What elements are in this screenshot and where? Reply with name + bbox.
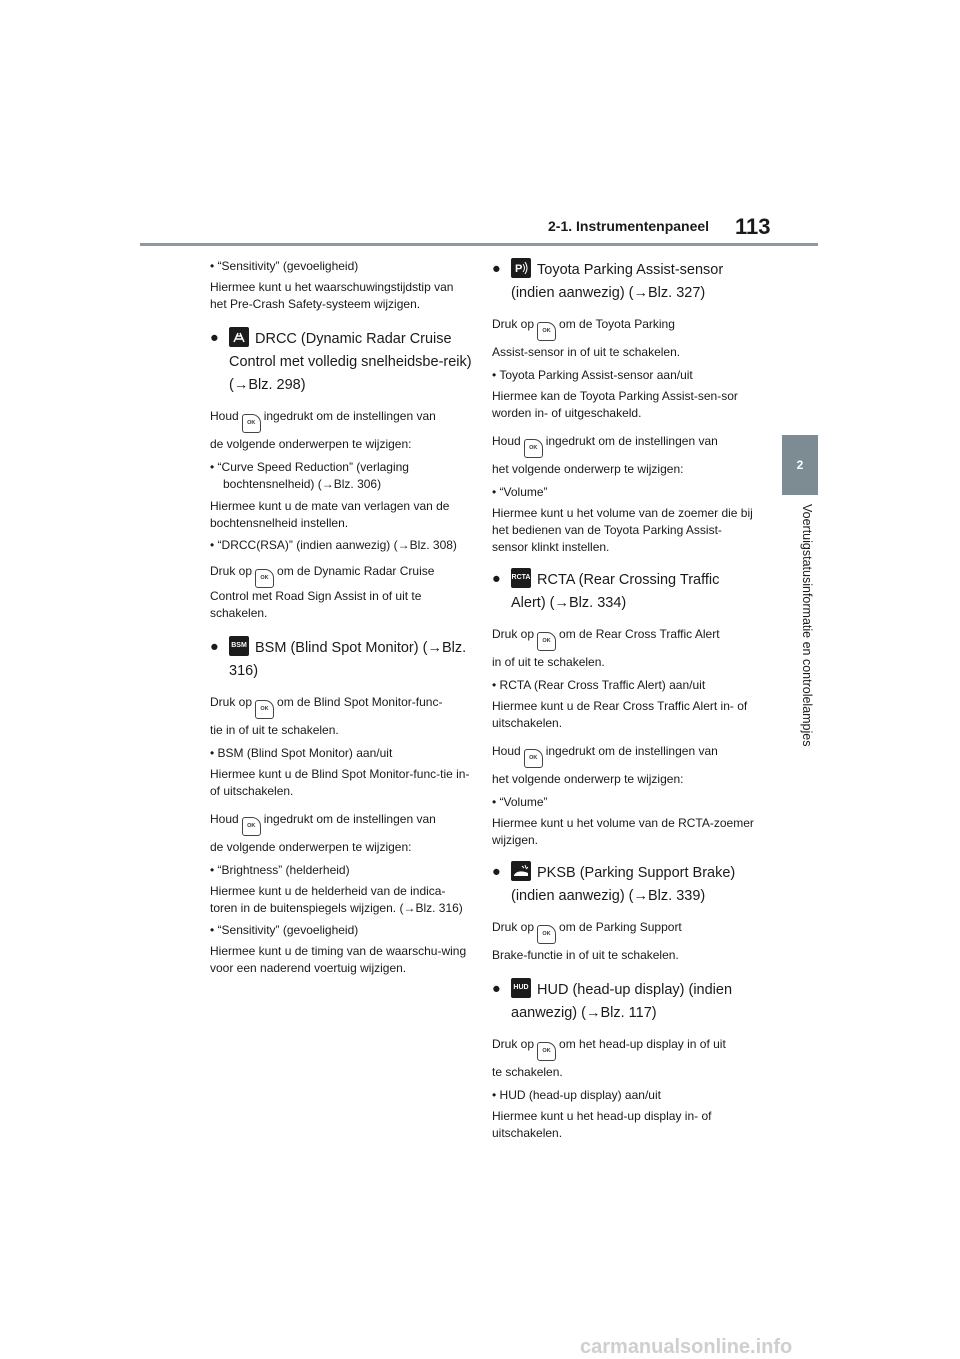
paragraph: Druk op OK om de Rear Cross Traffic Alert <box>492 623 754 651</box>
section-heading-tpa: ● P Toyota Parking Assist-sensor (indien aanwezig) (→Blz. 327) <box>492 258 754 305</box>
section-heading-bsm: ● BSM BSM (Blind Spot Monitor) (→Blz. 316) <box>210 636 472 683</box>
paragraph: het volgende onderwerp te wijzigen: <box>492 462 684 476</box>
ok-button-icon: OK <box>537 322 556 341</box>
paragraph: tie in of uit te schakelen. <box>210 723 339 737</box>
bullet: • “Curve Speed Reduction” (verlaging bochtensnelheid) (→Blz. 306) <box>210 460 409 491</box>
left-column <box>210 258 472 977</box>
bullet: • “Volume” <box>492 485 548 499</box>
bullet: • “Volume” <box>492 795 548 809</box>
bullet: • BSM (Blind Spot Monitor) aan/uit <box>210 746 393 760</box>
paragraph: Hiermee kunt u de Rear Cross Traffic Alert in- of uitschakelen. <box>492 699 748 730</box>
header-rule <box>140 243 818 246</box>
paragraph: te schakelen. <box>492 1065 563 1079</box>
paragraph: Druk op OK om de Dynamic Radar Cruise <box>210 560 472 588</box>
paragraph: Hiermee kunt u de Blind Spot Monitor-func-tie in- of uitschakelen. <box>210 767 470 798</box>
paragraph: Hiermee kunt u het volume van de RCTA-zoemer wijzigen. <box>492 816 754 847</box>
paragraph: Druk op OK om het head-up display in of uit <box>492 1033 754 1061</box>
paragraph: Control met Road Sign Assist in of uit te schakelen. <box>210 589 422 620</box>
paragraph: Brake-functie in of uit te schakelen. <box>492 948 679 962</box>
paragraph: Assist-sensor in of uit te schakelen. <box>492 345 681 359</box>
paragraph: Hiermee kan de Toyota Parking Assist-sen-sor worden in- of uitgeschakeld. <box>492 389 738 420</box>
ok-button-icon: OK <box>537 632 556 651</box>
ok-button-icon: OK <box>524 439 543 458</box>
paragraph: Druk op OK om de Blind Spot Monitor-func- <box>210 691 472 719</box>
bullet: • “Sensitivity” (gevoeligheid) <box>210 259 359 273</box>
bsm-icon: BSM <box>229 636 249 656</box>
section-heading-pksb: ● PKSB (Parking Support Brake) (indien aanwezig) (→Blz. 339) <box>492 861 754 908</box>
drcc-icon <box>229 327 249 347</box>
ok-button-icon: OK <box>537 1042 556 1061</box>
rcta-icon: RCTA <box>511 568 531 588</box>
pksb-icon <box>511 861 531 881</box>
paragraph: Hiermee kunt u het waarschuwingstijdstip van het Pre-Crash Safety-systeem wijzigen. <box>210 280 454 311</box>
bullet: • RCTA (Rear Cross Traffic Alert) aan/uit <box>492 678 706 692</box>
ok-button-icon: OK <box>242 414 261 433</box>
bullet: • Toyota Parking Assist-sensor aan/uit <box>492 368 693 382</box>
ok-button-icon: OK <box>242 817 261 836</box>
section-heading-rcta: ● RCTA RCTA (Rear Crossing Traffic Alert) (→Blz. 334) <box>492 568 754 615</box>
hud-icon: HUD <box>511 978 531 998</box>
paragraph: Hiermee kunt u de timing van de waarschu-wing voor een naderend voertuig wijzigen. <box>210 944 467 975</box>
paragraph: in of uit te schakelen. <box>492 655 605 669</box>
paragraph: Houd OK ingedrukt om de instellingen van <box>210 405 472 433</box>
paragraph: Hiermee kunt u de helderheid van de indica-toren in de buitenspiegels wijzigen. (→Blz. 316) <box>210 884 463 915</box>
section-heading-drcc: ● DRCC (Dynamic Radar Cruise Control met volledig snelheidsbe-reik) (→Blz. 298) <box>210 327 472 397</box>
parking-assist-icon <box>511 258 531 278</box>
paragraph: Hiermee kunt u het volume van de zoemer die bij het bedienen van de Toyota Parking Assist-sensor klinkt instellen. <box>492 506 753 554</box>
svg-text:P: P <box>515 263 523 275</box>
bullet: • “Brightness” (helderheid) <box>210 863 350 877</box>
paragraph: Houd OK ingedrukt om de instellingen van <box>210 808 472 836</box>
paragraph: Druk op OK om de Toyota Parking <box>492 313 754 341</box>
ok-button-icon: OK <box>537 925 556 944</box>
paragraph: Hiermee kunt u het head-up display in- of uitschakelen. <box>492 1109 712 1140</box>
paragraph: de volgende onderwerpen te wijzigen: <box>210 840 412 854</box>
bullet: • “DRCC(RSA)” (indien aanwezig) (→Blz. 308) <box>210 538 457 552</box>
bullet: • “Sensitivity” (gevoeligheid) <box>210 923 359 937</box>
paragraph: de volgende onderwerpen te wijzigen: <box>210 437 412 451</box>
side-tab-number: 2 <box>796 458 804 472</box>
paragraph: Houd OK ingedrukt om de instellingen van <box>492 430 754 458</box>
bullet: • HUD (head-up display) aan/uit <box>492 1088 661 1102</box>
paragraph: het volgende onderwerp te wijzigen: <box>492 772 684 786</box>
ok-button-icon: OK <box>255 700 274 719</box>
page-number: 113 <box>735 214 771 239</box>
side-tab-label: Voertuigstatusinformatie en controlelampjes <box>800 504 814 747</box>
section-title: 2-1. Instrumentenpaneel <box>548 218 710 234</box>
ok-button-icon: OK <box>255 569 274 588</box>
watermark: carmanualsonline.info <box>580 1336 793 1358</box>
paragraph: Druk op OK om de Parking Support <box>492 916 754 944</box>
paragraph: Hiermee kunt u de mate van verlagen van de bochtensnelheid instellen. <box>210 499 450 530</box>
ok-button-icon: OK <box>524 749 543 768</box>
paragraph: Houd OK ingedrukt om de instellingen van <box>492 740 754 768</box>
section-heading-hud: ● HUD HUD (head-up display) (indien aanwezig) (→Blz. 117) <box>492 978 754 1025</box>
right-column <box>492 258 754 1142</box>
